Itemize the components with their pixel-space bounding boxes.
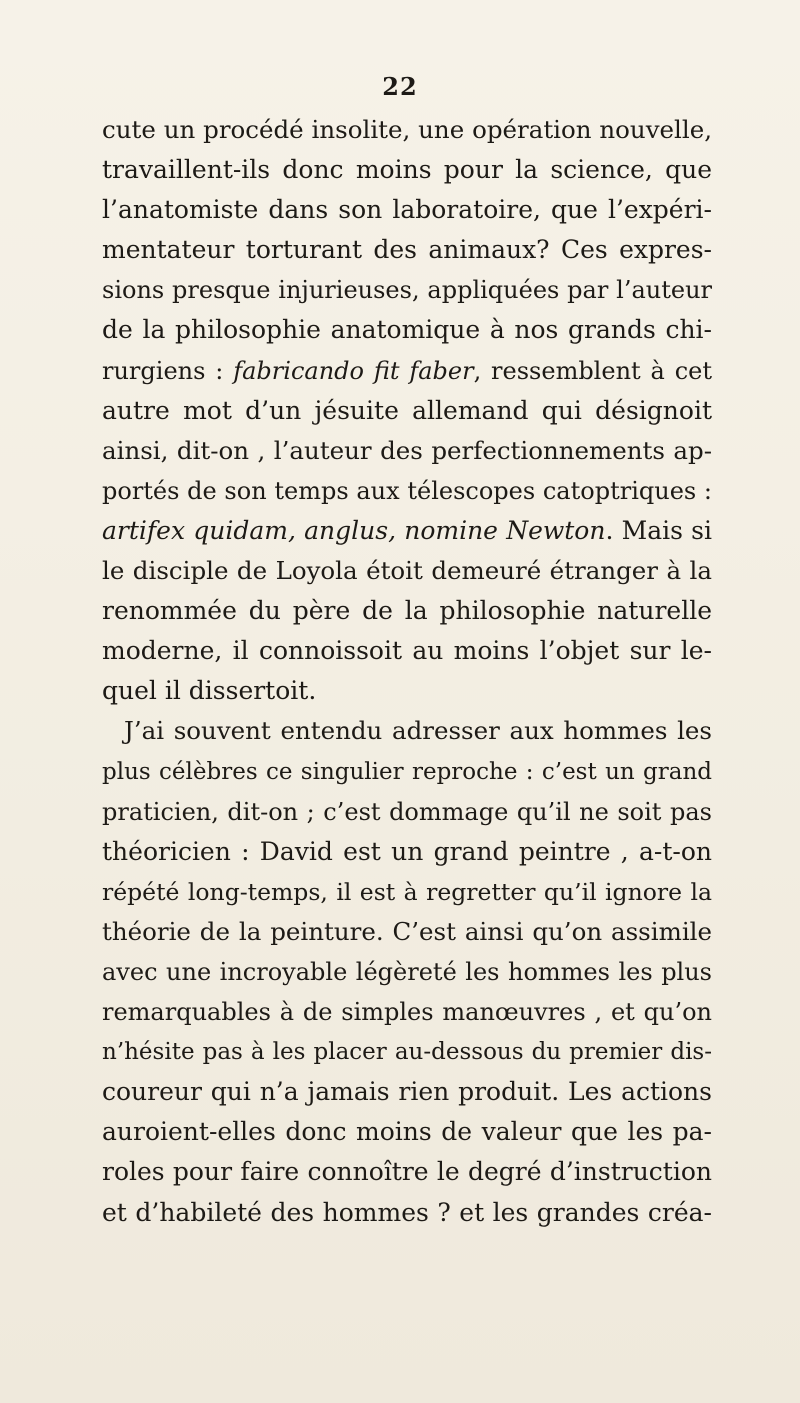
text-line-9	[102, 431, 712, 471]
text-line-20	[102, 872, 712, 912]
text-segment: n’hésite pas à les placer au-dessous du premier dis-	[102, 1039, 712, 1066]
text-line-26	[102, 1112, 712, 1152]
latin-quotation: fabricando fit faber	[233, 356, 474, 385]
text-line-2	[102, 150, 712, 190]
text-line-14	[102, 631, 712, 671]
text-line-10	[102, 471, 712, 511]
text-line-6	[102, 310, 712, 350]
text-line-7	[102, 351, 712, 391]
text-segment: sions presque injurieuses, appliquées par l’auteur	[102, 276, 712, 305]
text-line-3	[102, 190, 712, 230]
text-segment: travaillent-ils donc moins pour la science, que	[102, 155, 712, 185]
text-line-21	[102, 912, 712, 952]
text-segment: auroient-elles donc moins de valeur que les pa-	[102, 1117, 712, 1147]
text-line-12	[102, 551, 712, 591]
text-segment: rurgiens :	[102, 356, 234, 385]
text-segment: théoricien : David est un grand peintre , a-t-on	[102, 836, 712, 866]
text-line-4	[102, 230, 712, 270]
text-segment: remarquables à de simples manœuvres , et qu’on	[102, 998, 712, 1027]
body-text	[102, 110, 712, 1233]
latin-quotation: artifex quidam, anglus, nomine Newton	[102, 515, 606, 545]
text-segment: coureur qui n’a jamais rien produit. Les actions	[102, 1077, 712, 1107]
text-segment: de la philosophie anatomique à nos grands chi-	[102, 315, 712, 345]
text-line-11	[102, 511, 712, 551]
text-segment: , ressemblent à cet	[473, 356, 712, 385]
text-line-5	[102, 270, 712, 310]
text-segment: roles pour faire connoître le degré d’instruction	[102, 1157, 712, 1187]
text-segment: autre mot d’un jésuite allemand qui désignoit	[102, 395, 712, 425]
text-line-25	[102, 1072, 712, 1112]
text-line-28	[102, 1193, 712, 1233]
text-line-18	[102, 792, 712, 832]
text-segment: répété long-temps, il est à regretter qu’il ignore la	[102, 877, 712, 906]
text-line-24	[102, 1032, 712, 1072]
text-line-16	[102, 711, 712, 751]
text-line-19	[102, 832, 712, 872]
page-number: 22	[382, 72, 418, 101]
text-segment: et d’habileté des hommes ? et les grandes créa-	[102, 1197, 712, 1227]
text-line-22	[102, 952, 712, 992]
text-line-8	[102, 391, 712, 431]
text-line-27	[102, 1152, 712, 1192]
text-segment: cute un procédé insolite, une opération nouvelle,	[102, 115, 712, 144]
text-segment: praticien, dit-on ; c’est dommage qu’il ne soit pas	[102, 797, 712, 826]
text-segment: mentateur torturant des animaux? Ces expres-	[102, 235, 712, 265]
text-line-17	[102, 752, 712, 792]
text-segment: . Mais si	[605, 515, 712, 545]
text-segment: moderne, il connoissoit au moins l’objet sur le-	[102, 636, 712, 666]
text-segment: l’anatomiste dans son laboratoire, que l’expéri-	[102, 195, 712, 225]
text-segment: J’ai souvent entendu adresser aux hommes les	[124, 716, 712, 746]
text-segment: théorie de la peinture. C’est ainsi qu’on assimile	[102, 916, 712, 946]
text-line-1	[102, 110, 712, 150]
text-segment: portés de son temps aux télescopes catoptriques :	[102, 476, 712, 505]
text-segment: renommée du père de la philosophie naturelle	[102, 596, 712, 626]
text-line-15	[102, 671, 712, 711]
text-segment: le disciple de Loyola étoit demeuré étranger à la	[102, 556, 712, 586]
text-line-13	[102, 591, 712, 631]
text-segment: plus célèbres ce singulier reproche : c’est un grand	[102, 758, 712, 785]
text-line-23	[102, 992, 712, 1032]
text-segment: ainsi, dit-on , l’auteur des perfectionnements ap-	[102, 435, 712, 465]
text-segment: quel il dissertoit.	[102, 676, 317, 706]
text-segment: avec une incroyable légèreté les hommes les plus	[102, 957, 712, 986]
